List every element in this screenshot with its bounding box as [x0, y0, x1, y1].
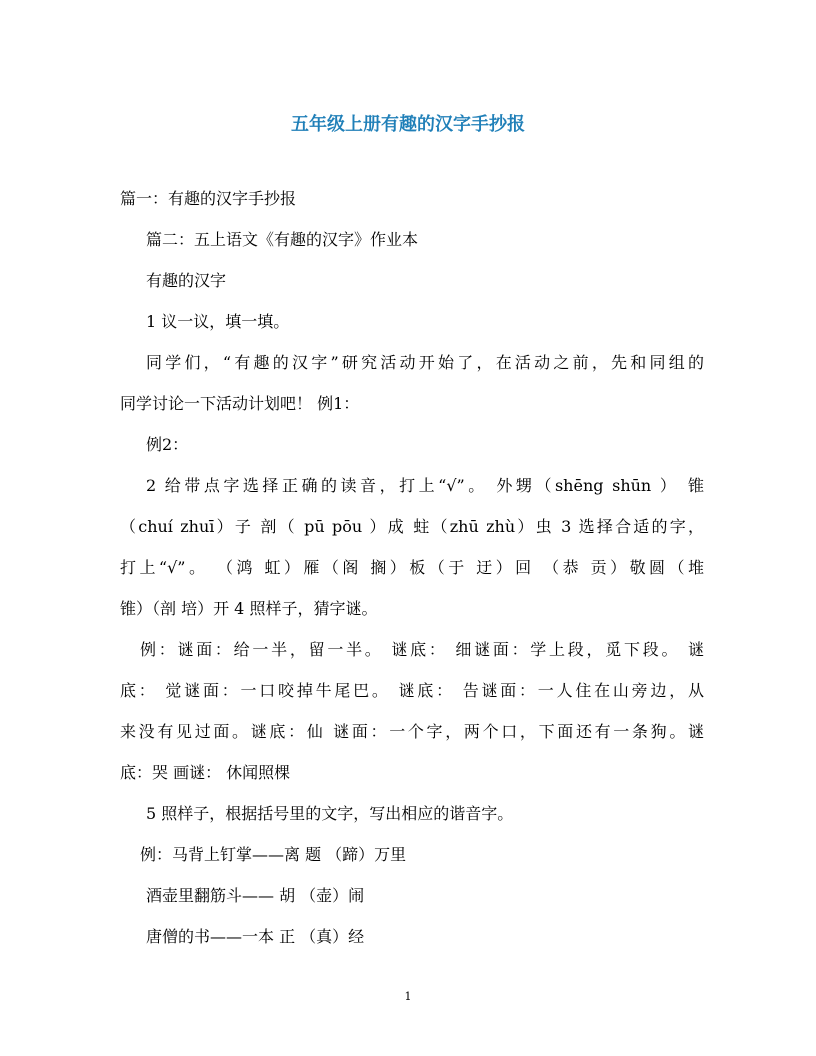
paragraph-q5: 5 照样子，根据括号里的文字，写出相应的谐音字。 [146, 804, 514, 823]
paragraph-riddle-line1: 例：谜面：给一半，留一半。 谜底： 细谜面：学上段，觅下段。 谜 [140, 640, 704, 659]
paragraph-q1-text-line1: 同学们，“有趣的汉字”研究活动开始了，在活动之前，先和同组的 [146, 353, 704, 372]
paragraph-subtitle: 有趣的汉字 [146, 271, 227, 290]
paragraph-q3-line2: 锥）（剖 培）开 4 照样子，猜字谜。 [120, 599, 378, 618]
paragraph-riddle-line2: 底： 觉谜面：一口咬掉牛尾巴。 谜底： 告谜面：一人住在山旁边，从 [120, 681, 704, 700]
paragraph-riddle-line3: 来没有见过面。谜底：仙 谜面：一个字，两个口，下面还有一条狗。谜 [120, 722, 704, 741]
paragraph-q5-item-2: 唐僧的书——一本 正 （真）经 [146, 927, 365, 946]
paragraph-heading-1: 篇一：有趣的汉字手抄报 [120, 189, 297, 208]
paragraph-q1: 1 议一议，填一填。 [146, 312, 290, 331]
document-body [120, 178, 704, 957]
paragraph-q5-item-1: 酒壶里翻筋斗—— 胡 （壶）闹 [146, 886, 365, 905]
paragraph-q5-example: 例：马背上钉掌——离 题 （蹄）万里 [140, 845, 407, 864]
document-title: 五年级上册有趣的汉字手抄报 [291, 114, 525, 135]
paragraph-q1-text-line2: 同学讨论一下活动计划吧！ 例1： [120, 394, 360, 413]
paragraph-q3-line1: 打上“√”。 （鸿 虹）雁（阁 搁）板（于 迂）回 （恭 贡）敬圆（堆 [120, 558, 704, 577]
paragraph-riddle-line4: 底：哭 画谜： 休闻照棵 [120, 763, 291, 782]
paragraph-q2-line2: （chuí zhuī）子 剖（ pū pōu ）成 蛀（zhū zhù）虫 3 选择合适的字， [120, 517, 704, 536]
paragraph-q2-line1: 2 给带点字选择正确的读音，打上“√”。 外甥（shēng shūn ） 锥 [146, 476, 704, 495]
paragraph-heading-2: 篇二：五上语文《有趣的汉字》作业本 [146, 230, 419, 249]
page-number: 1 [404, 990, 412, 1003]
paragraph-example-2: 例2： [146, 435, 189, 454]
